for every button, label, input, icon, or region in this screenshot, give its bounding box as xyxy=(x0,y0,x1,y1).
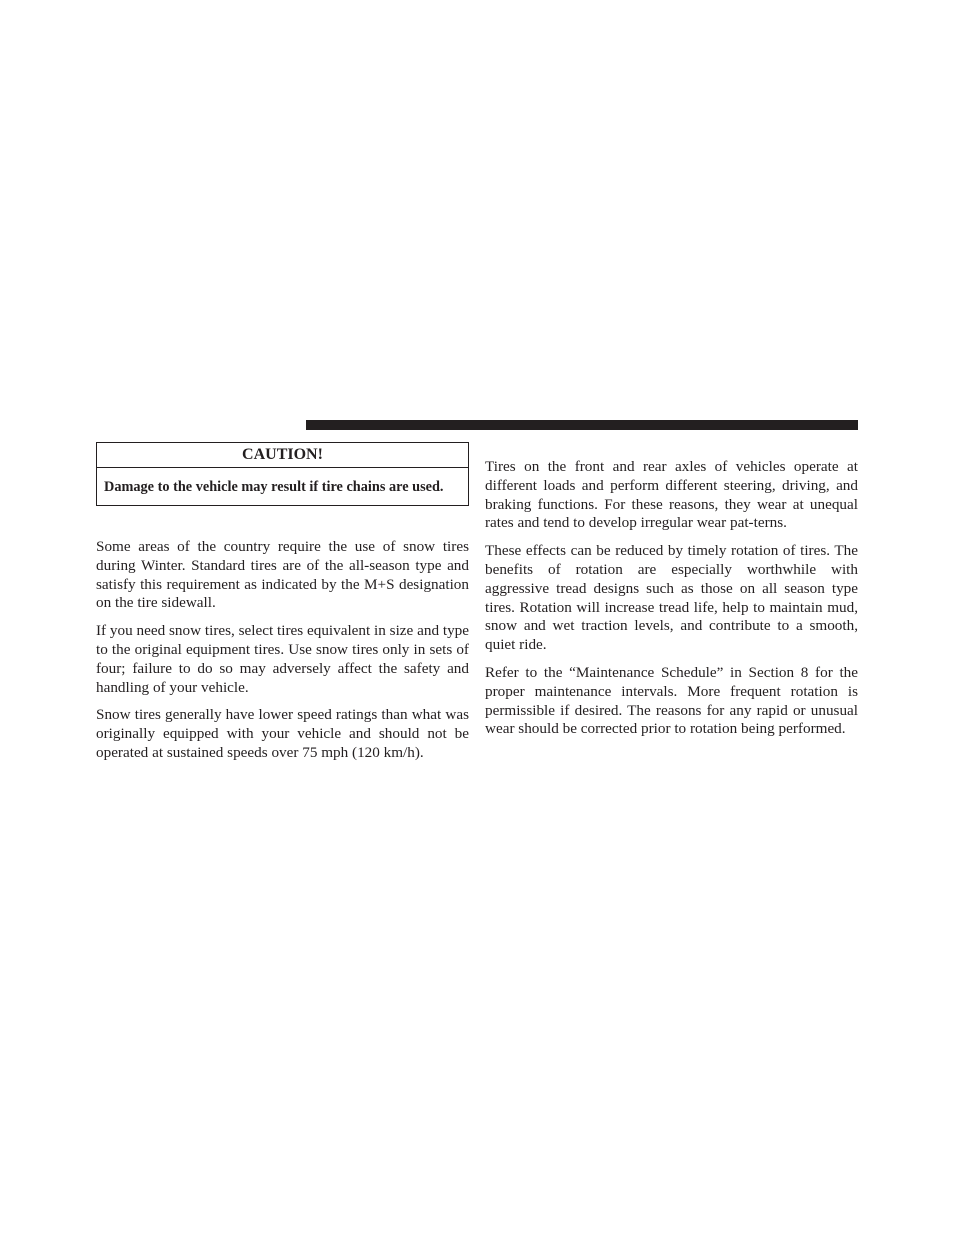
paragraph-axle-wear: Tires on the front and rear axles of vehicles operate at different loads and perform different steering, driving, and braking functions. For these reasons, they wear at unequal rates and tend to develop irregular wear pat-terns. xyxy=(485,458,858,532)
paragraph-snow-tires-speed: Snow tires generally have lower speed ratings than what was originally equipped with your vehicle and should not be operated at sustained speeds over 75 mph (120 km/h). xyxy=(96,706,469,761)
paragraph-maintenance-schedule: Refer to the “Maintenance Schedule” in Section 8 for the proper maintenance intervals. More frequent rotation is permissible if desired. The reasons for any rapid or unusual wear should be corrected prior to rotation being performed. xyxy=(485,663,858,738)
right-column xyxy=(485,458,858,739)
caution-title: CAUTION! xyxy=(97,443,468,468)
left-column xyxy=(96,442,469,763)
paragraph-snow-tires-selection: If you need snow tires, select tires equivalent in size and type to the original equipment tires. Use snow tires only in sets of four; failure to do so may adversely affect the safety and handling of your vehicle. xyxy=(96,622,469,696)
paragraph-snow-tires-requirement: Some areas of the country require the use of snow tires during Winter. Standard tires are of the all-season type and satisfy this requirement as indicated by the M+S designation on the tire sidewall. xyxy=(96,538,469,612)
caution-body: Damage to the vehicle may result if tire chains are used. xyxy=(104,479,444,495)
section-header-bar xyxy=(306,420,858,430)
paragraph-rotation-benefits: These effects can be reduced by timely rotation of tires. The benefits of rotation are especially worthwhile with aggressive tread designs such as those on all season type tires. Rotation will increase tread life, help to maintain mud, snow and wet traction levels, and contribute to a smooth, quiet ride. xyxy=(485,542,858,654)
caution-box xyxy=(96,442,469,506)
